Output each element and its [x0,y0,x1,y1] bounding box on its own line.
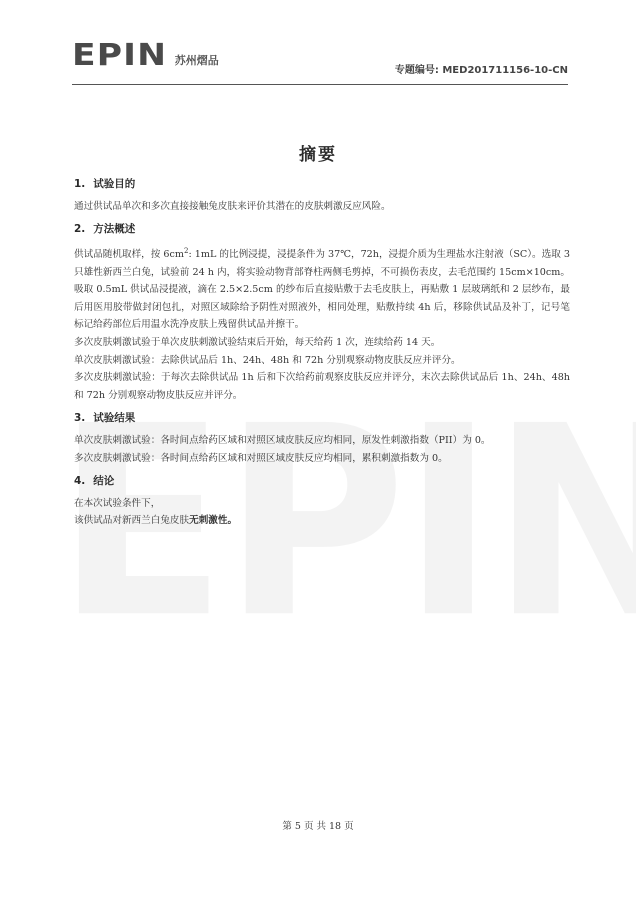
document-body [74,172,570,536]
method-superscript: 2 [184,246,189,255]
section-number: 3. [74,412,86,425]
page-header [72,40,568,82]
results-multi-paragraph: 多次皮肤刺激试验：各时间点给药区域和对照区域皮肤反应均相同，累积刺激指数为 0。 [74,452,448,464]
company-name: 苏州熠品 [174,54,219,67]
conclusion-verdict: 无刺激性。 [189,515,238,527]
method-text-b: : 1mL 的比例浸提，浸提条件为 37℃，72h，浸提介质为生理盐水注射液（SC）。选取 3 只雄性新西兰白兔，试验前 24 h 内，将实验动物背部脊柱两侧毛剪掉，不可损伤表皮，去毛范围约 15cm×10cm。吸取 0.5mL 供试品浸提液，滴在 2.5×2.5cm 的纱布后直接贴敷于去毛皮肤上，再贴敷 1 层玻璃纸和 2 层纱布，最后用医用胶带做封闭包扎，对照区域除给予阴性对照液外，相同处理，贴敷持续 4h 后，移除供试品及补丁，记号笔标记给药部位后用温水洗净皮肤上残留供试品并擦干。 [74,248,571,331]
purpose-paragraph: 通过供试品单次和多次直接接触兔皮肤来评价其潜在的皮肤刺激反应风险。 [74,200,391,212]
section-title: 方法概述 [93,223,136,236]
method-single-observation-paragraph: 单次皮肤刺激试验：去除供试品后 1h、24h、48h 和 72h 分别观察动物皮肤反应并评分。 [74,354,461,366]
method-paragraph [74,243,570,334]
document-number: 专题编号: MED201711156-10-CN [394,65,568,76]
method-multi-observation-paragraph: 多次皮肤刺激试验：于每次去除供试品 1h 后和下次给药前观察皮肤反应并评分，末次去除供试品后 1h、24h、48h 和 72h 分别观察动物皮肤反应并评分。 [74,372,570,401]
conclusion-line-1: 在本次试验条件下， [74,497,161,509]
section-number: 1. [74,178,86,190]
section-title: 试验目的 [93,178,136,190]
section-title: 试验结果 [93,412,136,425]
logo-mark: EPIN [72,38,168,73]
conclusion-line-2 [74,512,570,530]
section-title: 结论 [93,475,115,488]
conclusion-text: 该供试品对新西兰白兔皮肤 [74,515,190,527]
page-footer: 第 5 页 共 18 页 [282,821,354,832]
section-heading-results [74,410,570,428]
section-heading-method [74,221,570,239]
section-heading-conclusion [74,473,570,491]
method-multi-dose-paragraph: 多次皮肤刺激试验于单次皮肤刺激试验结束后开始，每天给药 1 次，连续给药 14 天。 [74,336,441,348]
section-number: 4. [74,475,86,488]
company-logo [72,40,219,72]
section-heading-purpose [74,176,570,194]
results-single-paragraph: 单次皮肤刺激试验：各时间点给药区域和对照区域皮肤反应均相同，原发性刺激指数（PII）为 0。 [74,434,491,446]
header-divider [72,84,568,85]
section-number: 2. [74,223,86,236]
method-text-a: 供试品随机取样，按 6cm [74,248,185,260]
page-title: 摘要 [299,145,337,165]
